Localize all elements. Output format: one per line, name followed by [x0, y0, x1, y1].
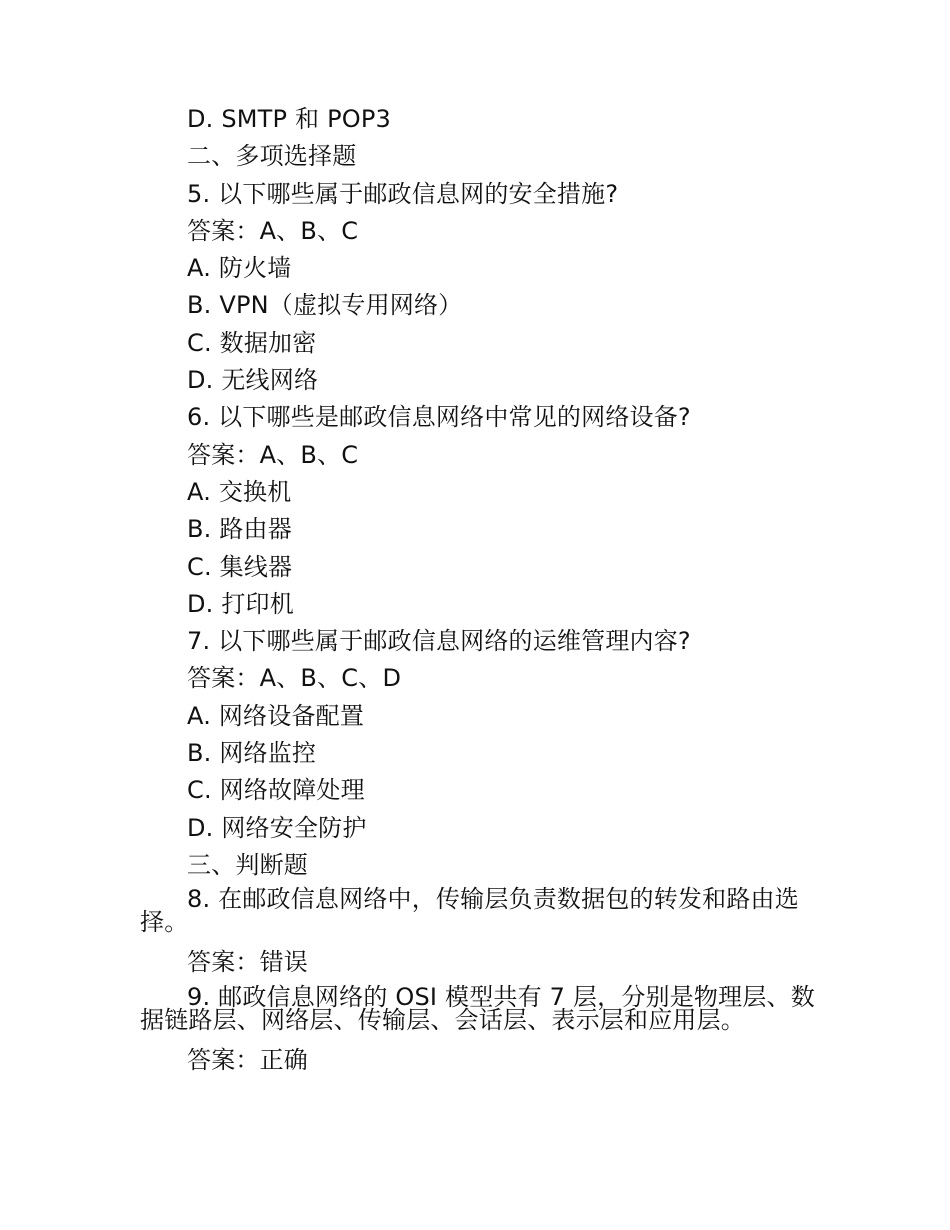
question-5: 5. 以下哪些属于邮政信息网的安全措施? — [187, 179, 619, 208]
answer-q5: 答案：A、B、C — [187, 216, 359, 245]
option-d-q6: D. 打印机 — [187, 589, 294, 618]
question-7: 7. 以下哪些属于邮政信息网络的运维管理内容? — [187, 627, 691, 656]
option-b-q7: B. 网络监控 — [187, 739, 317, 768]
option-d-q7: D. 网络安全防护 — [187, 813, 367, 842]
question-6: 6. 以下哪些是邮政信息网络中常见的网络设备? — [187, 403, 691, 432]
answer-q8: 答案：错误 — [187, 948, 308, 977]
question-8: 8. 在邮政信息网络中，传输层负责数据包的转发和路由选择。 — [140, 885, 799, 937]
answer-q9: 答案：正确 — [187, 1045, 308, 1074]
answer-q6: 答案：A、B、C — [187, 440, 359, 469]
option-a-q5: A. 防火墙 — [187, 254, 292, 283]
option-c-q6: C. 集线器 — [187, 552, 293, 581]
option-a-q7: A. 网络设备配置 — [187, 701, 365, 730]
option-c-q7: C. 网络故障处理 — [187, 776, 365, 805]
answer-q7: 答案：A、B、C、D — [187, 664, 402, 693]
option-b-q5: B. VPN（虚拟专用网络） — [187, 291, 463, 320]
section-heading-multiple-choice: 二、多项选择题 — [187, 142, 357, 171]
section-heading-true-false: 三、判断题 — [187, 850, 308, 879]
option-b-q6: B. 路由器 — [187, 515, 292, 544]
option-c-q5: C. 数据加密 — [187, 328, 317, 357]
document-body — [140, 101, 820, 1079]
question-9: 9. 邮政信息网络的 OSI 模型共有 7 层，分别是物理层、数据链路层、网络层、传输层、会话层、表示层和应用层。 — [140, 982, 815, 1034]
option-d-q4: D. SMTP 和 POP3 — [187, 105, 391, 133]
option-a-q6: A. 交换机 — [187, 477, 292, 506]
option-d-q5: D. 无线网络 — [187, 366, 319, 395]
